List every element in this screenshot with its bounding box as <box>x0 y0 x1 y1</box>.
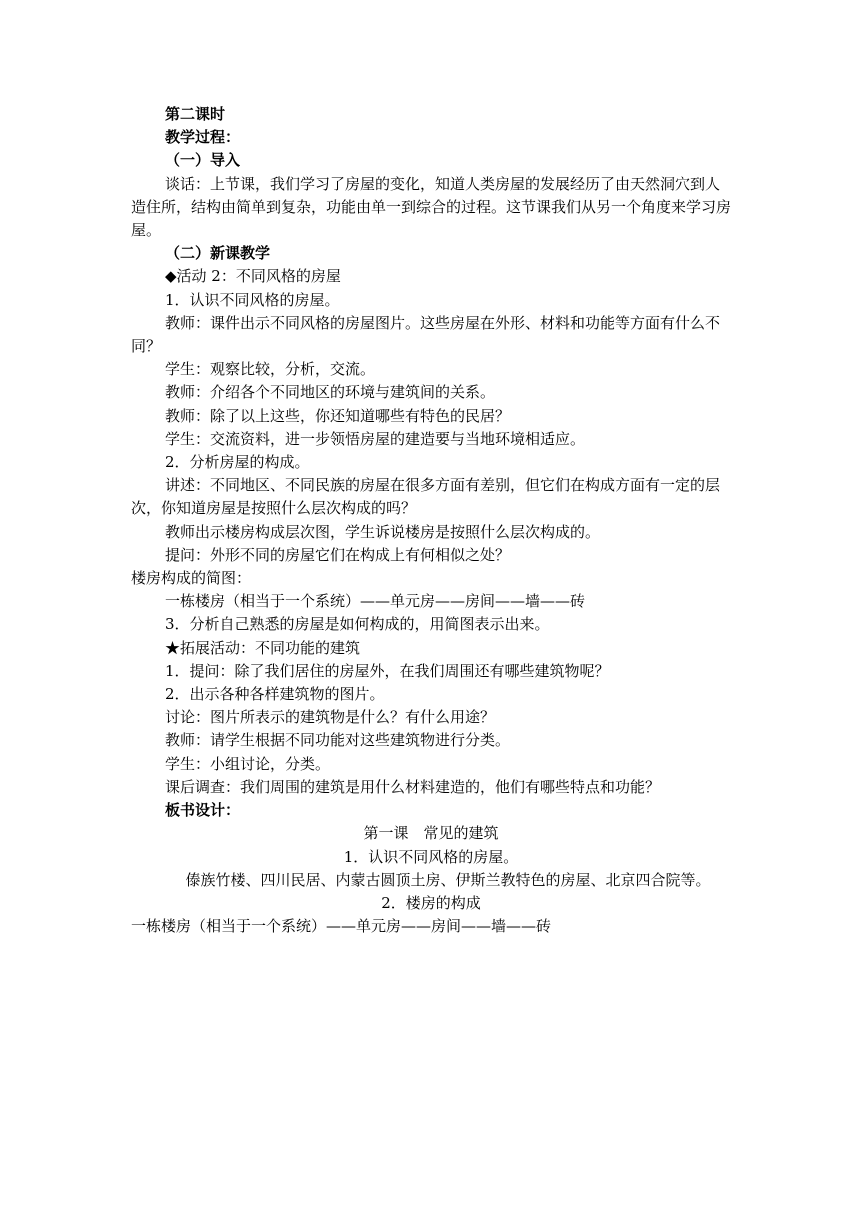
teacher-line-2: 教师：介绍各个不同地区的环境与建筑间的关系。 <box>165 383 496 402</box>
building-diagram: 一栋楼房（相当于一个系统）——单元房——房间——墙——砖 <box>165 592 586 611</box>
extension-activity-heading: ★拓展活动：不同功能的建筑 <box>165 638 361 657</box>
teacher-line-3: 教师：除了以上这些，你还知道哪些有特色的民居？ <box>165 406 511 425</box>
student-line-2: 学生：交流资料，进一步领悟房屋的建造要与当地环境相适应。 <box>165 429 586 448</box>
student-line-1: 学生：观察比较，分析，交流。 <box>165 360 376 379</box>
question-line-1: 提问：外形不同的房屋它们在构成上有何相似之处？ <box>165 545 511 564</box>
board-item-1: 1．认识不同风格的房屋。 <box>343 847 519 866</box>
board-item-2: 2．楼房的构成 <box>381 893 481 912</box>
activity-2-heading: ◆活动 2：不同风格的房屋 <box>165 267 341 286</box>
intro-paragraph: 谈话：上节课，我们学习了房屋的变化，知道人类房屋的发展经历了由天然洞穴到人造住所，结构由简单到复杂，功能由单一到综合的过程。这节课我们从另一个角度来学习房屋。 <box>131 174 732 240</box>
board-design-heading: 板书设计： <box>165 801 241 820</box>
intro-section-heading: （一）导入 <box>165 151 241 170</box>
homework-survey: 课后调查：我们周围的建筑是用什么材料建造的，他们有哪些特点和功能？ <box>165 777 661 796</box>
new-lesson-heading: （二）新课教学 <box>165 244 271 263</box>
lesson-heading: 第二课时 <box>165 105 226 123</box>
board-house-types: 傣族竹楼、四川民居、内蒙古圆顶土房、伊斯兰教特色的房屋、北京四合院等。 <box>185 870 711 889</box>
item-3: 3．分析自己熟悉的房屋是如何构成的，用简图表示出来。 <box>165 615 550 634</box>
teacher-line-1: 教师：课件出示不同风格的房屋图片。这些房屋在外形、材料和功能等方面有什么不同？ <box>131 313 721 356</box>
item-2: 2．分析房屋的构成。 <box>165 453 310 472</box>
document-body <box>131 103 731 938</box>
teacher-line-5: 教师：请学生根据不同功能对这些建筑物进行分类。 <box>165 731 511 750</box>
extension-item-1: 1．提问：除了我们居住的房屋外，在我们周围还有哪些建筑物呢？ <box>165 661 610 680</box>
discussion-line: 讨论：图片所表示的建筑物是什么？有什么用途？ <box>165 708 496 727</box>
extension-item-2: 2．出示各种各样建筑物的图片。 <box>165 685 385 704</box>
lecture-paragraph: 讲述：不同地区、不同民族的房屋在很多方面有差别，但它们在构成方面有一定的层次，你知道房屋是按照什么层次构成的吗？ <box>131 476 721 518</box>
board-title: 第一课 常见的建筑 <box>363 824 499 843</box>
board-diagram: 一栋楼房（相当于一个系统）——单元房——房间——墙——砖 <box>131 917 552 936</box>
item-1: 1．认识不同风格的房屋。 <box>165 290 340 309</box>
teacher-line-4: 教师出示楼房构成层次图，学生诉说楼房是按照什么层次构成的。 <box>165 522 601 541</box>
process-heading: 教学过程： <box>165 128 241 147</box>
student-line-3: 学生：小组讨论，分类。 <box>165 754 331 773</box>
diagram-label: 楼房构成的简图： <box>131 569 252 588</box>
